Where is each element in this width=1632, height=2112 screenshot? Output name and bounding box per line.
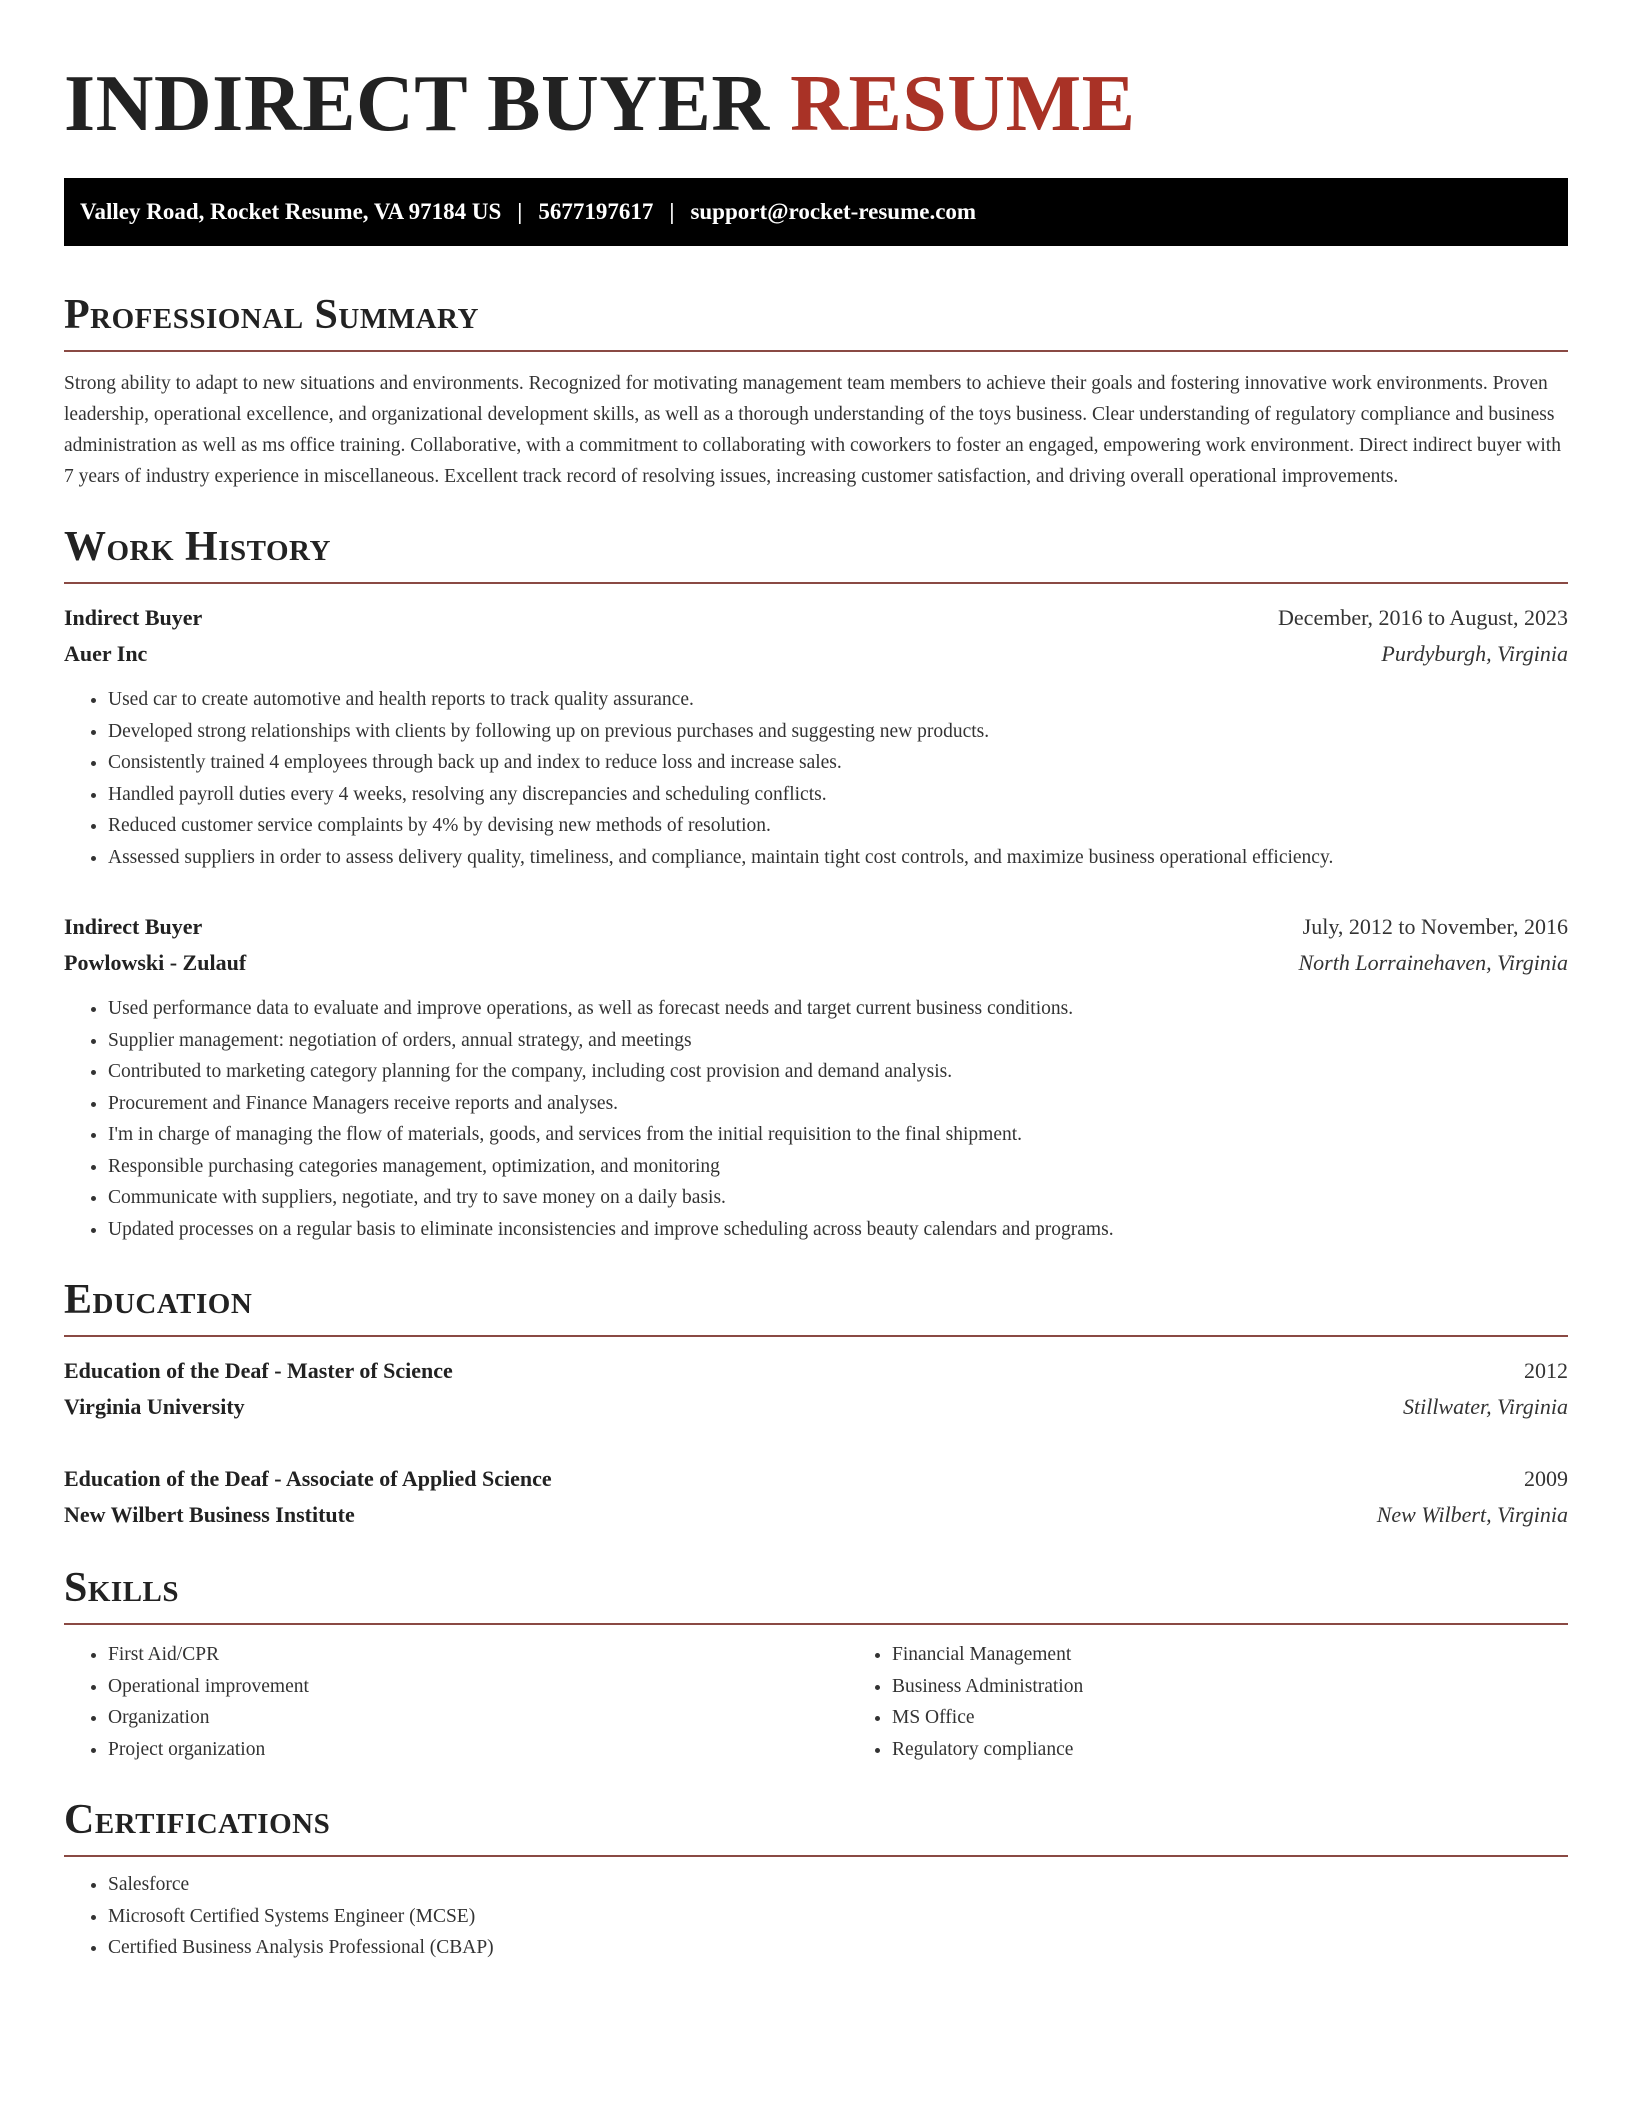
- job-bullet: • Reduced customer service complaints by 4% by devising new methods of resolution.: [108, 810, 1568, 842]
- job-bullet: • Procurement and Finance Managers receive reports and analyses.: [108, 1088, 1568, 1120]
- job-company: Powlowski - Zulauf: [64, 950, 247, 975]
- job-location: Purdyburgh, Virginia: [1381, 641, 1568, 666]
- summary-section: [64, 290, 1568, 492]
- skill-item: • Financial Management: [892, 1639, 1632, 1671]
- skills-section: [64, 1563, 1568, 1765]
- skills-list-left: [64, 1639, 848, 1765]
- contact-separator: |: [669, 199, 675, 224]
- job-bullets: [64, 684, 1568, 873]
- job-bullet: • Assessed suppliers in order to assess delivery quality, timeliness, and compliance, maintain tight cost controls, and maximize business operational efficiency.: [108, 842, 1568, 874]
- certifications-list: [64, 1869, 1568, 1964]
- job-entry: [64, 909, 1568, 1245]
- contact-email: support@rocket-resume.com: [690, 199, 977, 224]
- skill-item: • MS Office: [892, 1702, 1632, 1734]
- job-company: Auer Inc: [64, 641, 148, 666]
- job-dates: December, 2016 to August, 2023: [1278, 605, 1568, 630]
- job-bullet: • Handled payroll duties every 4 weeks, resolving any discrepancies and scheduling conflicts.: [108, 779, 1568, 811]
- skill-item: • Operational improvement: [108, 1671, 848, 1703]
- education-school: Virginia University: [64, 1394, 245, 1419]
- job-bullet: • Updated processes on a regular basis to eliminate inconsistencies and improve scheduling across beauty calendars and programs.: [108, 1214, 1568, 1246]
- skill-item: • Project organization: [108, 1734, 848, 1766]
- certification-item: • Microsoft Certified Systems Engineer (MCSE): [108, 1901, 1568, 1933]
- skill-item: • Regulatory compliance: [892, 1734, 1632, 1766]
- education-year: 2012: [1524, 1358, 1568, 1383]
- job-title: Indirect Buyer: [64, 605, 203, 630]
- job-location: North Lorrainehaven, Virginia: [1298, 950, 1568, 975]
- skill-item: • First Aid/CPR: [108, 1639, 848, 1671]
- job-bullet: • Used performance data to evaluate and improve operations, as well as forecast needs and target current business conditions.: [108, 993, 1568, 1025]
- contact-separator: |: [517, 199, 523, 224]
- skill-item: • Organization: [108, 1702, 848, 1734]
- skills-heading: Skills: [64, 1563, 1568, 1625]
- title-main: INDIRECT BUYER: [64, 60, 770, 148]
- education-degree: Education of the Deaf - Associate of Applied Science: [64, 1466, 552, 1491]
- education-school: New Wilbert Business Institute: [64, 1502, 355, 1527]
- education-entry: [64, 1461, 1568, 1533]
- education-year: 2009: [1524, 1466, 1568, 1491]
- work-history-heading: Work History: [64, 522, 1568, 584]
- job-bullet: • Responsible purchasing categories management, optimization, and monitoring: [108, 1151, 1568, 1183]
- job-bullet: • Supplier management: negotiation of orders, annual strategy, and meetings: [108, 1025, 1568, 1057]
- skills-columns: [64, 1639, 1568, 1765]
- work-history-section: [64, 522, 1568, 1245]
- certification-item: • Certified Business Analysis Professional (CBAP): [108, 1932, 1568, 1964]
- job-dates: July, 2012 to November, 2016: [1302, 914, 1568, 939]
- skills-list-right: [848, 1639, 1632, 1765]
- certifications-heading: Certifications: [64, 1795, 1568, 1857]
- job-bullet: • Developed strong relationships with clients by following up on previous purchases and suggesting new products.: [108, 716, 1568, 748]
- job-bullet: • Contributed to marketing category planning for the company, including cost provision and demand analysis.: [108, 1056, 1568, 1088]
- education-section: [64, 1275, 1568, 1533]
- job-bullet: • Consistently trained 4 employees through back up and index to reduce loss and increase sales.: [108, 747, 1568, 779]
- job-entry: [64, 600, 1568, 873]
- title-accent: RESUME: [790, 60, 1136, 148]
- education-degree: Education of the Deaf - Master of Science: [64, 1358, 453, 1383]
- resume-title: [64, 54, 1568, 154]
- job-bullet: • Used car to create automotive and health reports to track quality assurance.: [108, 684, 1568, 716]
- job-title: Indirect Buyer: [64, 914, 203, 939]
- job-bullet: • I'm in charge of managing the flow of materials, goods, and services from the initial requisition to the final shipment.: [108, 1119, 1568, 1151]
- education-entry: [64, 1353, 1568, 1425]
- contact-address: Valley Road, Rocket Resume, VA 97184 US: [80, 199, 502, 224]
- contact-phone: 5677197617: [538, 199, 654, 224]
- job-bullets: [64, 993, 1568, 1245]
- education-heading: Education: [64, 1275, 1568, 1337]
- summary-text: Strong ability to adapt to new situations and environments. Recognized for motivating management team members to achieve their goals and fostering innovative work environments. Proven leadership, operational excellence, and organizational development skills, as well as a thorough understanding of the toys business. Clear understanding of regulatory compliance and business administration as well as ms office training. Collaborative, with a commitment to collaborating with coworkers to foster an engaged, empowering work environment. Direct indirect buyer with 7 years of industry experience in miscellaneous. Excellent track record of resolving issues, increasing customer satisfaction, and driving overall operational improvements.: [64, 373, 1561, 487]
- education-location: Stillwater, Virginia: [1402, 1394, 1568, 1419]
- skill-item: • Business Administration: [892, 1671, 1632, 1703]
- certification-item: • Salesforce: [108, 1869, 1568, 1901]
- job-bullet: • Communicate with suppliers, negotiate, and try to save money on a daily basis.: [108, 1182, 1568, 1214]
- certifications-section: [64, 1795, 1568, 1964]
- contact-bar: [64, 178, 1568, 246]
- education-location: New Wilbert, Virginia: [1376, 1502, 1568, 1527]
- summary-heading: Professional Summary: [64, 290, 1568, 352]
